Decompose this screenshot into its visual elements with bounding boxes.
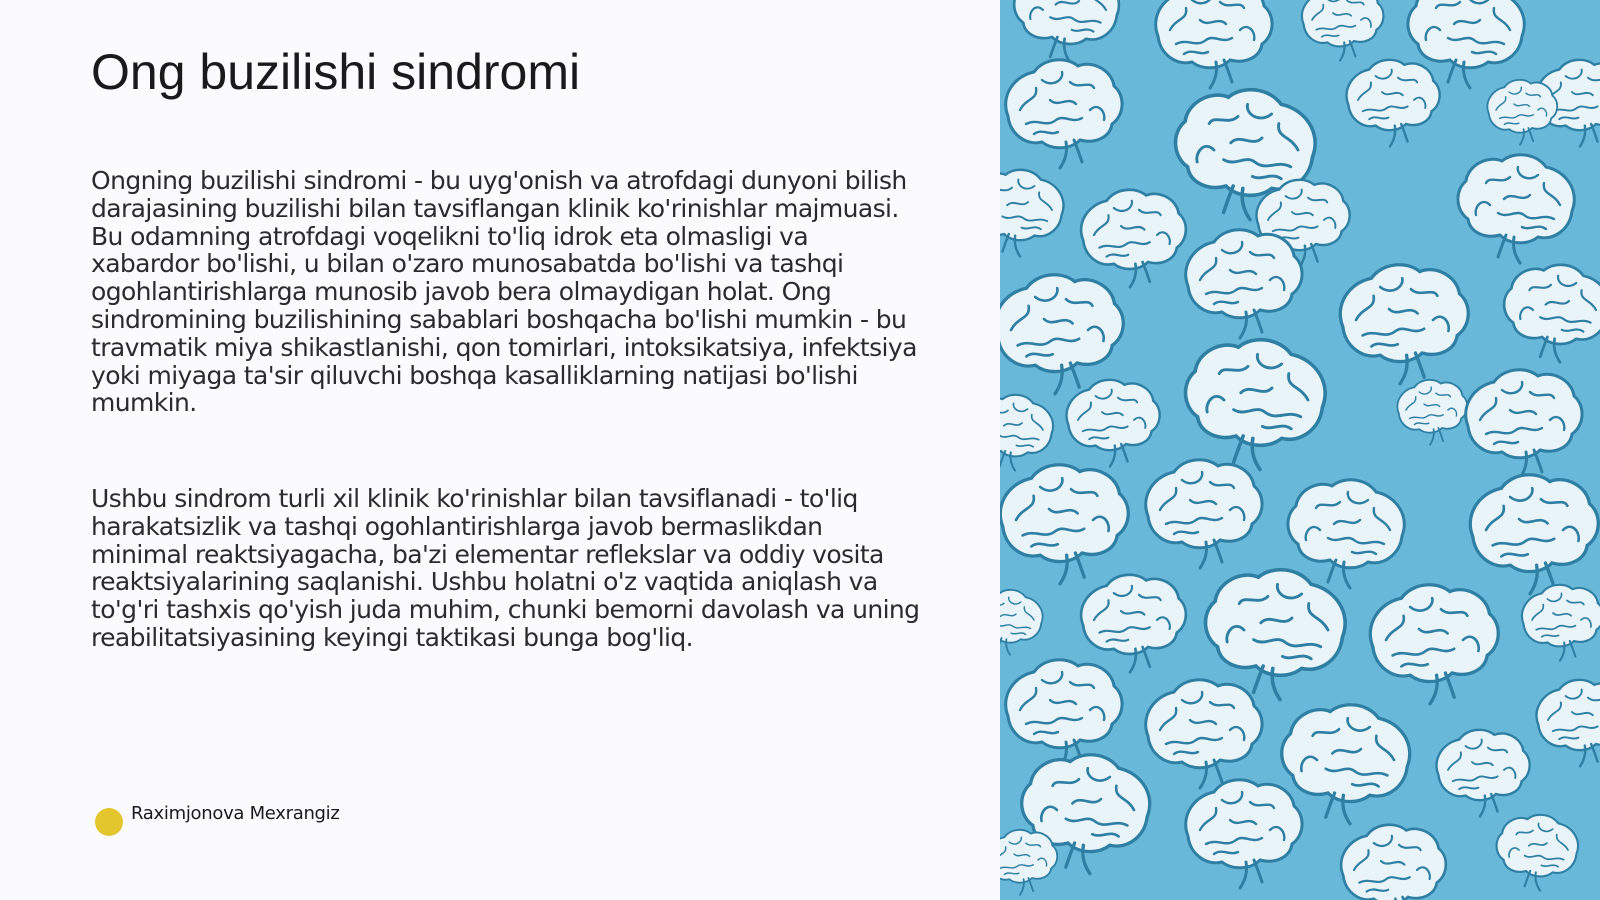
brain-pattern-image — [1000, 0, 1600, 900]
brain-icon — [1522, 585, 1600, 661]
brain-icon — [1000, 170, 1063, 257]
slide-title: Ong buzilishi sindromi — [91, 44, 581, 100]
brain-icon — [1487, 80, 1557, 145]
author-block — [95, 800, 340, 836]
brain-icon — [1341, 825, 1446, 900]
brain-icon — [1000, 465, 1128, 584]
brain-icon — [1067, 380, 1160, 467]
brain-icon — [1206, 570, 1346, 700]
brain-icon — [1470, 475, 1598, 594]
brain-icon — [1000, 590, 1043, 655]
brain-icon — [1370, 585, 1498, 704]
brain-icon — [1288, 480, 1404, 588]
brain-icon — [1006, 660, 1122, 768]
brain-icon — [1340, 265, 1468, 384]
brain-icon — [1302, 0, 1383, 61]
brain-icon — [1081, 575, 1186, 672]
brain-icon — [1156, 0, 1272, 88]
brain-icon — [1000, 275, 1123, 394]
brain-icon — [1504, 265, 1600, 362]
brain-icon — [1458, 155, 1574, 263]
brain-icon — [1146, 680, 1262, 788]
brain-icon — [1437, 730, 1530, 817]
brain-icon — [1186, 340, 1326, 470]
paragraph-1: Ongning buzilishi sindromi - bu uyg'onish va atrofdagi dunyoni bilish darajasining buzilishi bilan tavsiflangan klinik ko'rinishlar majmuasi. Bu odamning atrofdagi voqelikni to'liq idrok eta olmasligi va xabardor bo'lishi, u bilan o'zaro munosabatda bo'lishi va tashqi ogohlantirishlarga munosib javob bera olmaydigan holat. Ong sindromining buzilishining sabablari boshqacha bo'lishi mumkin - bu travmatik miya shikastlanishi, qon tomirlari, intoksikatsiya, infektsiya yoki miyaga ta'sir qiluvchi boshqa kasalliklarning natijasi bo'lishi mumkin. — [91, 166, 917, 418]
brain-icon — [1000, 395, 1053, 471]
brain-icon — [1186, 230, 1302, 338]
brain-icon — [1466, 370, 1582, 478]
brain-icon — [1006, 60, 1122, 168]
brain-icon — [1397, 380, 1467, 445]
author-dot-icon — [95, 808, 123, 836]
brain-icon — [1146, 460, 1262, 568]
brain-icon — [1537, 680, 1600, 767]
brain-icon — [1081, 190, 1186, 287]
brain-icon — [1186, 780, 1302, 888]
brain-pattern-icon — [1000, 0, 1600, 900]
brain-icon — [1347, 60, 1440, 147]
brain-icon — [1497, 815, 1578, 891]
author-name: Raximjonova Mexrangiz — [131, 802, 340, 824]
brain-icon — [1014, 0, 1119, 62]
brain-icon — [1000, 830, 1057, 895]
paragraph-2: Ushbu sindrom turli xil klinik ko'rinishlar bilan tavsiflanadi - to'liq harakatsizlik va tashqi ogohlantirishlarga javob bermaslikdan minimal reaktsiyagacha, ba'zi elementar reflekslar va oddiy vosita reaktsiyalarining saqlanishi. Ushbu holatni o'z vaqtida aniqlash va to'g'ri tashxis qo'yish juda muhim, chunki bemorni davolash va uning reabilitatsiyasining keyingi taktikasi bunga bog'liq. — [91, 484, 920, 652]
brain-icon — [1282, 705, 1410, 824]
